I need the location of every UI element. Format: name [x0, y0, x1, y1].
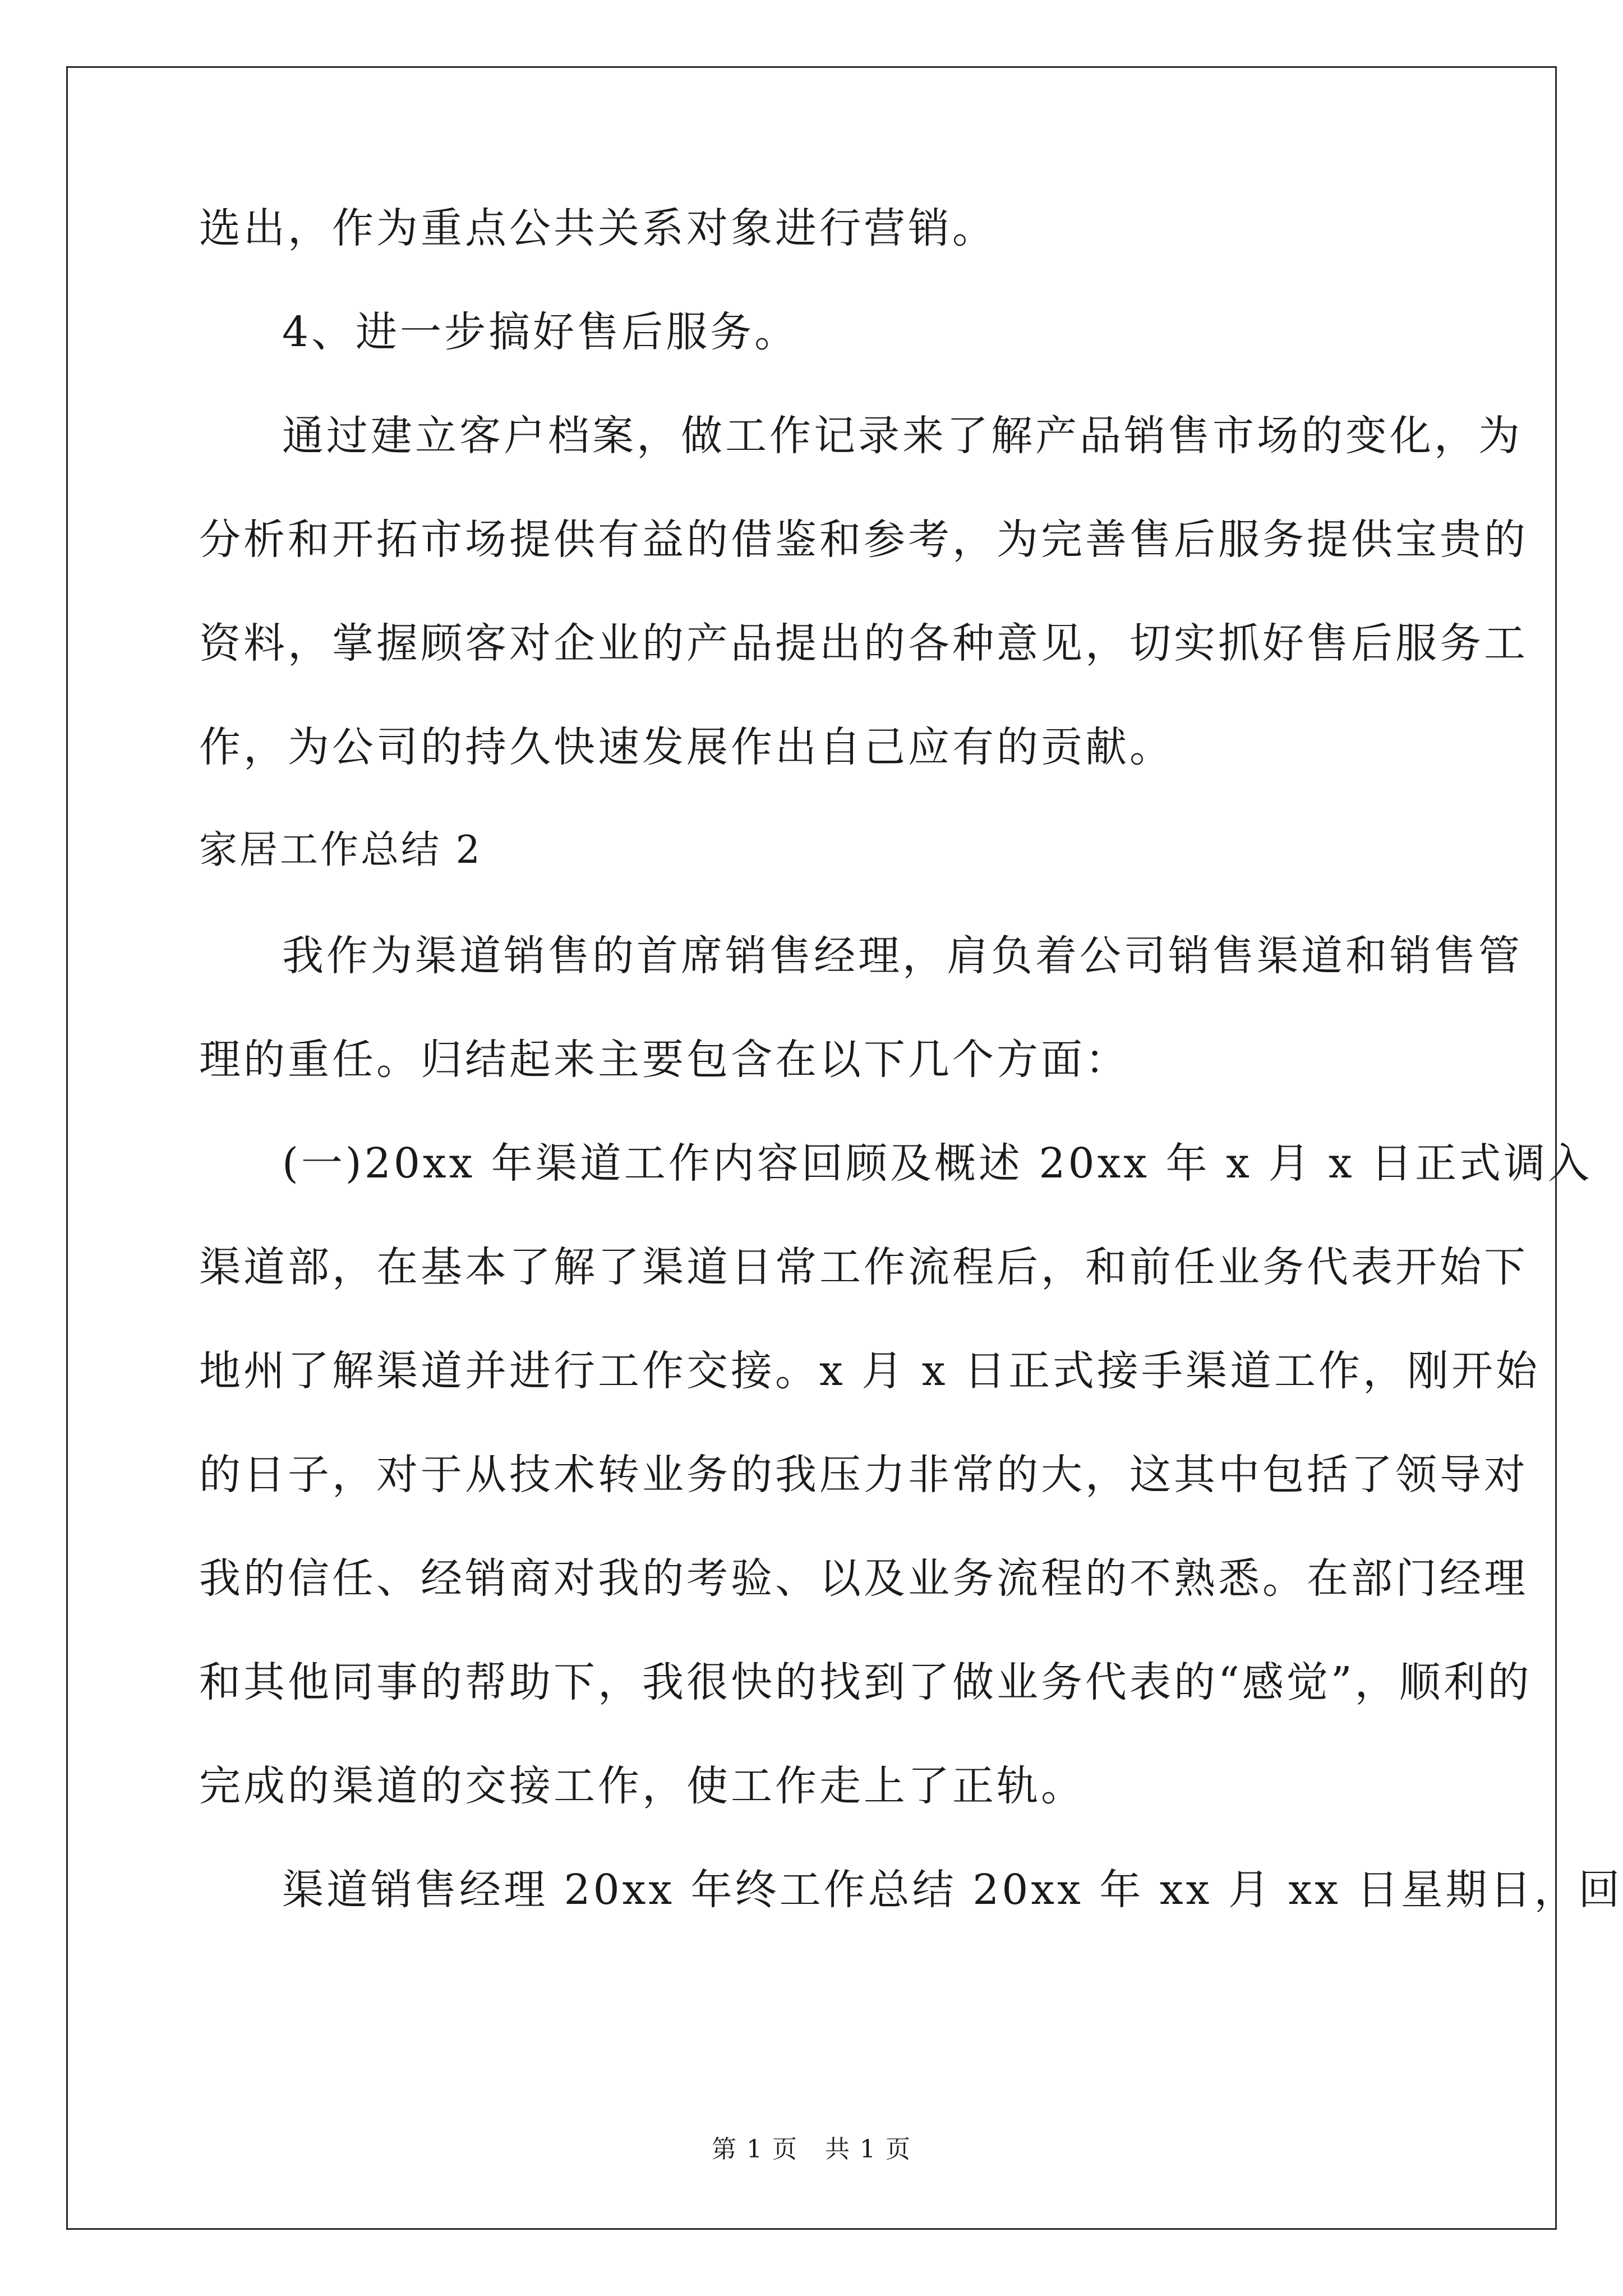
- paragraph-line: 地州了解渠道并进行工作交接。x 月 x 日正式接手渠道工作，刚开始: [199, 1347, 1541, 1395]
- paragraph-line: 的日子，对于从技术转业务的我压力非常的大，这其中包括了领导对: [199, 1451, 1528, 1499]
- paragraph-line: 选出，作为重点公共关系对象进行营销。: [199, 204, 997, 252]
- page-number-footer: 第 1 页 共 1 页: [712, 2135, 911, 2164]
- list-item-heading: 4、进一步搞好售后服务。: [282, 308, 799, 356]
- paragraph-line: 渠道部，在基本了解了渠道日常工作流程后，和前任业务代表开始下: [199, 1243, 1528, 1291]
- paragraph-line: 我的信任、经销商对我的考验、以及业务流程的不熟悉。在部门经理: [199, 1554, 1528, 1603]
- paragraph-line: 和其他同事的帮助下，我很快的找到了做业务代表的“感觉”，顺利的: [199, 1658, 1532, 1706]
- paragraph-line: 我作为渠道销售的首席销售经理，肩负着公司销售渠道和销售管: [282, 932, 1523, 980]
- paragraph-line: (一)20xx 年渠道工作内容回顾及概述 20xx 年 x 月 x 日正式调入: [282, 1139, 1593, 1188]
- paragraph-line: 理的重任。归结起来主要包含在以下几个方面：: [199, 1036, 1129, 1084]
- paragraph-line: 资料，掌握顾客对企业的产品提出的各种意见，切实抓好售后服务工: [199, 619, 1528, 668]
- paragraph-line: 渠道销售经理 20xx 年终工作总结 20xx 年 xx 月 xx 日星期日，回: [282, 1866, 1623, 1914]
- paragraph-line: 作，为公司的持久快速发展作出自己应有的贡献。: [199, 723, 1174, 771]
- paragraph-line: 分析和开拓市场提供有益的借鉴和参考，为完善售后服务提供宝贵的: [199, 516, 1528, 564]
- paragraph-line: 完成的渠道的交接工作，使工作走上了正轨。: [199, 1762, 1085, 1810]
- section-title: 家居工作总结 2: [199, 828, 482, 872]
- paragraph-line: 通过建立客户档案，做工作记录来了解产品销售市场的变化，为: [282, 412, 1523, 460]
